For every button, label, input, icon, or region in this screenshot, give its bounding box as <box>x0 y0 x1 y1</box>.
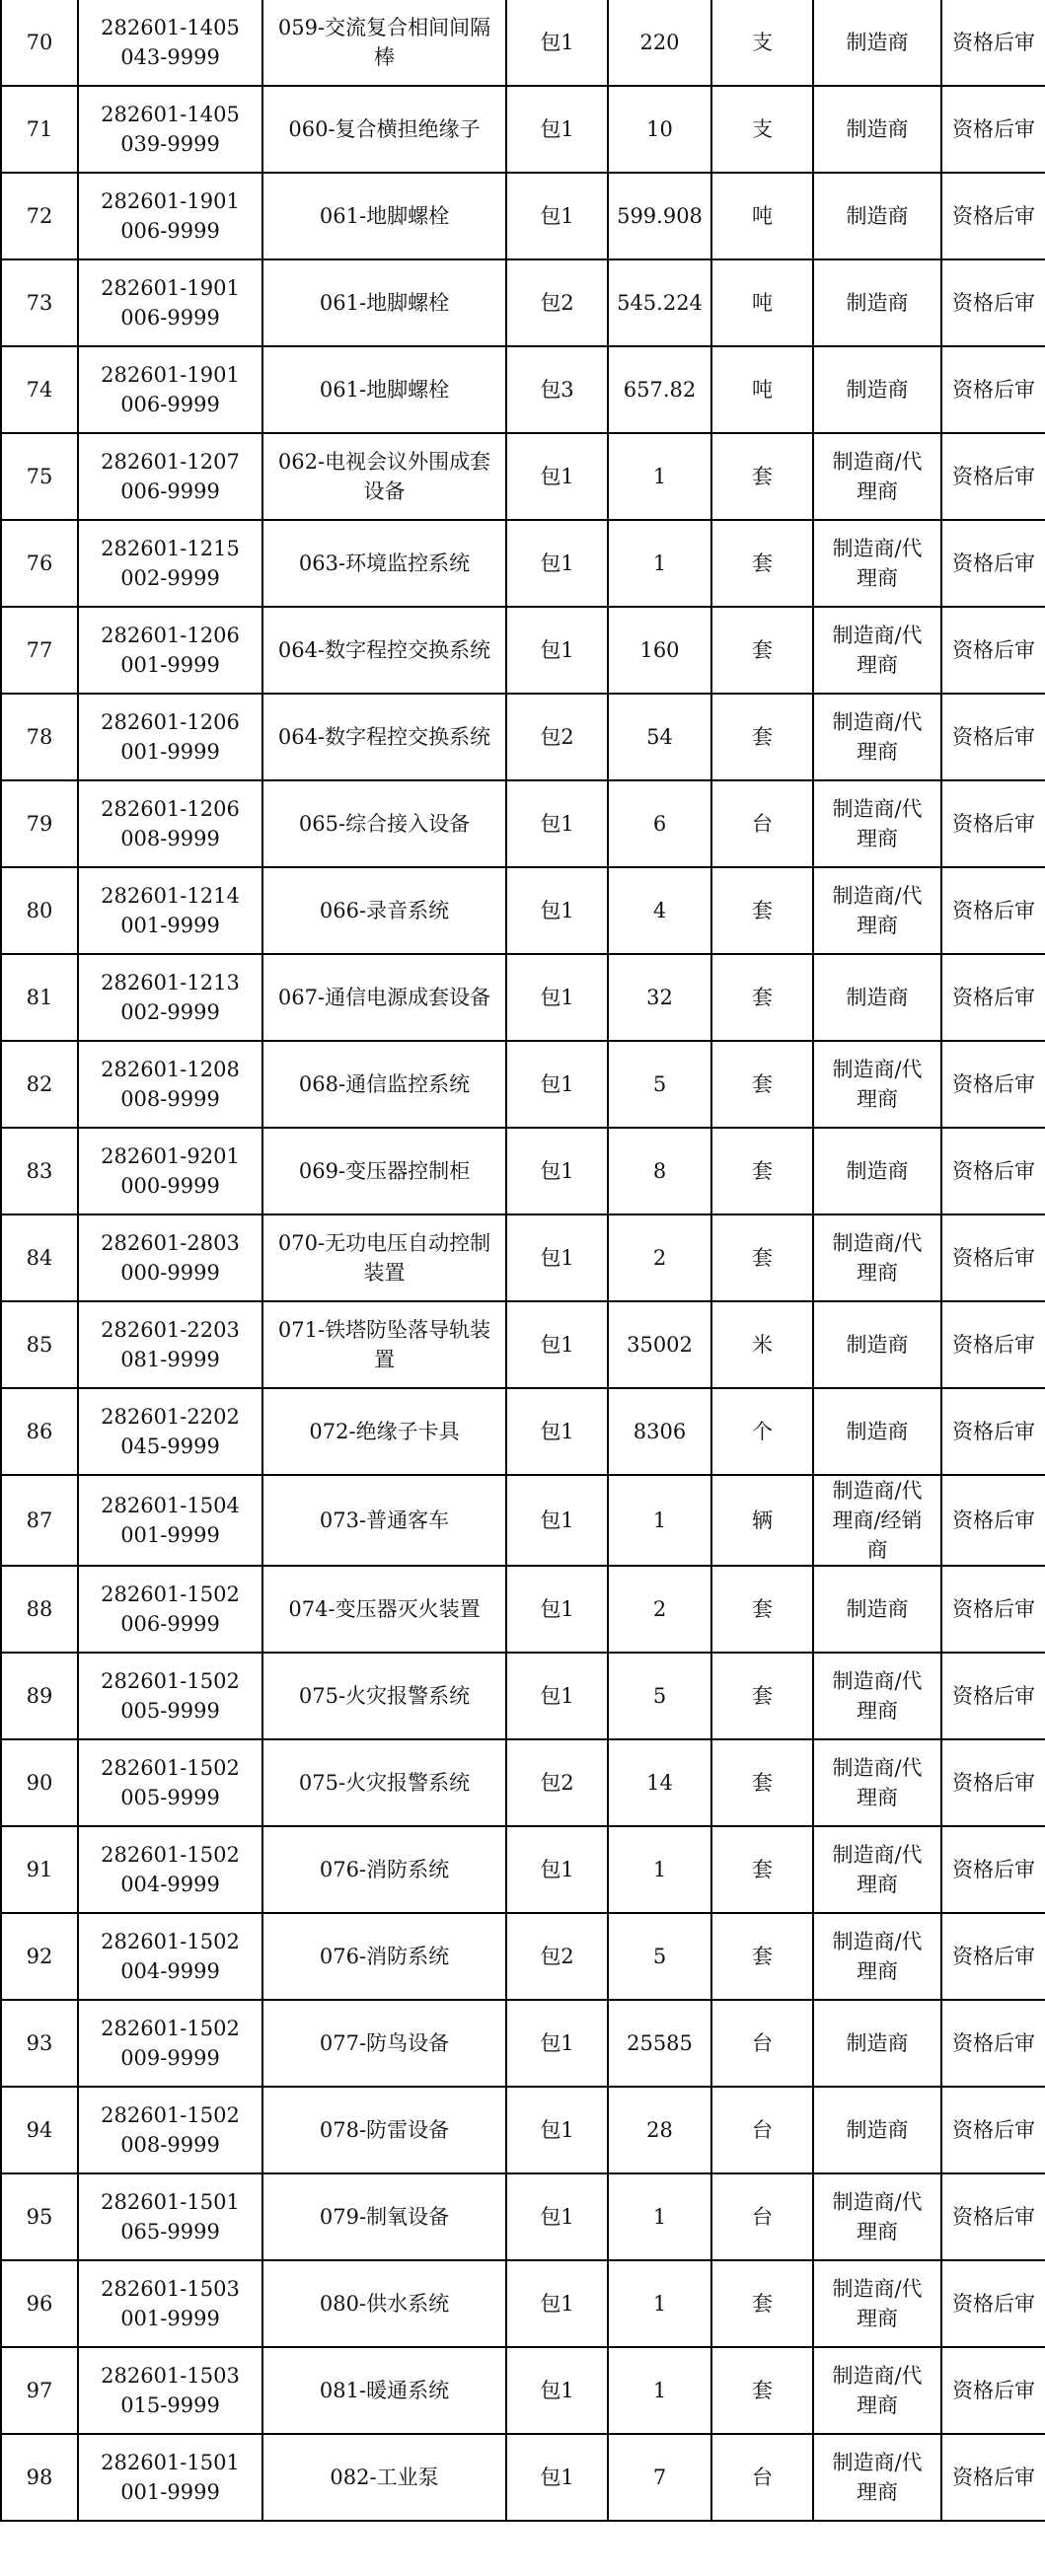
material-name-cell: 075-火灾报警系统 <box>262 1739 506 1826</box>
table-row <box>1 0 1045 86</box>
quantity-cell: 545.224 <box>608 259 711 346</box>
row-number-cell: 78 <box>1 694 78 780</box>
qualification-review-cell: 资格后审 <box>941 1214 1045 1301</box>
material-code-cell: 282601-1502008-9999 <box>78 2087 262 2173</box>
quantity-cell: 1 <box>608 520 711 607</box>
material-name-cell: 075-火灾报警系统 <box>262 1653 506 1739</box>
row-number-cell: 83 <box>1 1128 78 1214</box>
qualification-review-cell: 资格后审 <box>941 780 1045 867</box>
package-cell: 包1 <box>506 86 608 173</box>
package-cell: 包1 <box>506 1388 608 1475</box>
material-name-cell: 078-防雷设备 <box>262 2087 506 2173</box>
material-name-cell: 060-复合横担绝缘子 <box>262 86 506 173</box>
row-number-cell: 82 <box>1 1041 78 1128</box>
table-row <box>1 1041 1045 1128</box>
table-row <box>1 1475 1045 1566</box>
table-body <box>1 0 1045 2521</box>
row-number-cell: 75 <box>1 433 78 520</box>
quantity-cell: 657.82 <box>608 346 711 433</box>
material-name-cell: 074-变压器灭火装置 <box>262 1566 506 1653</box>
package-cell: 包1 <box>506 2000 608 2087</box>
row-number-cell: 91 <box>1 1826 78 1913</box>
bidder-type-cell: 制造商 <box>813 1301 941 1388</box>
qualification-review-cell: 资格后审 <box>941 2347 1045 2434</box>
material-name-cell: 062-电视会议外围成套设备 <box>262 433 506 520</box>
bidder-type-cell: 制造商 <box>813 0 941 86</box>
bidder-type-cell: 制造商 <box>813 2087 941 2173</box>
unit-cell: 套 <box>711 1913 813 2000</box>
qualification-review-cell: 资格后审 <box>941 1826 1045 1913</box>
package-cell: 包1 <box>506 1214 608 1301</box>
quantity-cell: 28 <box>608 2087 711 2173</box>
material-name-cell: 064-数字程控交换系统 <box>262 694 506 780</box>
material-code-cell: 282601-1206001-9999 <box>78 694 262 780</box>
quantity-cell: 54 <box>608 694 711 780</box>
package-cell: 包1 <box>506 1041 608 1128</box>
row-number-cell: 95 <box>1 2173 78 2260</box>
unit-cell: 台 <box>711 2087 813 2173</box>
table-row <box>1 520 1045 607</box>
material-name-cell: 079-制氧设备 <box>262 2173 506 2260</box>
quantity-cell: 7 <box>608 2434 711 2521</box>
unit-cell: 吨 <box>711 346 813 433</box>
table-row <box>1 1826 1045 1913</box>
row-number-cell: 92 <box>1 1913 78 2000</box>
bidder-type-cell: 制造商 <box>813 954 941 1041</box>
qualification-review-cell: 资格后审 <box>941 1913 1045 2000</box>
bidder-type-cell: 制造商/代理商 <box>813 1913 941 2000</box>
material-name-cell: 067-通信电源成套设备 <box>262 954 506 1041</box>
table-row <box>1 2434 1045 2521</box>
package-cell: 包1 <box>506 2087 608 2173</box>
material-code-cell: 282601-1405043-9999 <box>78 0 262 86</box>
bidder-type-cell: 制造商 <box>813 86 941 173</box>
material-code-cell: 282601-1503001-9999 <box>78 2260 262 2347</box>
unit-cell: 套 <box>711 694 813 780</box>
bidder-type-cell: 制造商/代理商 <box>813 2347 941 2434</box>
table-row <box>1 346 1045 433</box>
bidder-type-cell: 制造商/代理商 <box>813 1214 941 1301</box>
unit-cell: 辆 <box>711 1475 813 1566</box>
unit-cell: 套 <box>711 433 813 520</box>
row-number-cell: 94 <box>1 2087 78 2173</box>
row-number-cell: 79 <box>1 780 78 867</box>
quantity-cell: 5 <box>608 1913 711 2000</box>
bidder-type-cell: 制造商/代理商 <box>813 1739 941 1826</box>
package-cell: 包1 <box>506 1475 608 1566</box>
quantity-cell: 5 <box>608 1653 711 1739</box>
table-row <box>1 259 1045 346</box>
package-cell: 包3 <box>506 346 608 433</box>
material-name-cell: 071-铁塔防坠落导轨装置 <box>262 1301 506 1388</box>
quantity-cell: 1 <box>608 1475 711 1566</box>
table-row <box>1 780 1045 867</box>
unit-cell: 个 <box>711 1388 813 1475</box>
material-code-cell: 282601-1502004-9999 <box>78 1826 262 1913</box>
unit-cell: 套 <box>711 1041 813 1128</box>
material-name-cell: 064-数字程控交换系统 <box>262 607 506 694</box>
material-code-cell: 282601-1504001-9999 <box>78 1475 262 1566</box>
package-cell: 包1 <box>506 433 608 520</box>
quantity-cell: 8 <box>608 1128 711 1214</box>
row-number-cell: 80 <box>1 867 78 954</box>
bidder-type-cell: 制造商/代理商 <box>813 694 941 780</box>
qualification-review-cell: 资格后审 <box>941 1388 1045 1475</box>
material-name-cell: 068-通信监控系统 <box>262 1041 506 1128</box>
quantity-cell: 1 <box>608 2347 711 2434</box>
qualification-review-cell: 资格后审 <box>941 0 1045 86</box>
material-code-cell: 282601-2202045-9999 <box>78 1388 262 1475</box>
bidder-type-cell: 制造商/代理商/经销商 <box>813 1475 941 1566</box>
table-row <box>1 2087 1045 2173</box>
unit-cell: 台 <box>711 2434 813 2521</box>
row-number-cell: 89 <box>1 1653 78 1739</box>
package-cell: 包1 <box>506 1128 608 1214</box>
table-row <box>1 694 1045 780</box>
qualification-review-cell: 资格后审 <box>941 1475 1045 1566</box>
unit-cell: 套 <box>711 1128 813 1214</box>
qualification-review-cell: 资格后审 <box>941 1653 1045 1739</box>
material-name-cell: 069-变压器控制柜 <box>262 1128 506 1214</box>
bidder-type-cell: 制造商 <box>813 1566 941 1653</box>
qualification-review-cell: 资格后审 <box>941 86 1045 173</box>
bidder-type-cell: 制造商 <box>813 259 941 346</box>
material-name-cell: 061-地脚螺栓 <box>262 173 506 259</box>
row-number-cell: 98 <box>1 2434 78 2521</box>
package-cell: 包1 <box>506 867 608 954</box>
bidder-type-cell: 制造商/代理商 <box>813 2260 941 2347</box>
unit-cell: 套 <box>711 954 813 1041</box>
material-code-cell: 282601-1501001-9999 <box>78 2434 262 2521</box>
row-number-cell: 90 <box>1 1739 78 1826</box>
package-cell: 包1 <box>506 1301 608 1388</box>
quantity-cell: 5 <box>608 1041 711 1128</box>
material-name-cell: 059-交流复合相间间隔棒 <box>262 0 506 86</box>
bidder-type-cell: 制造商/代理商 <box>813 2173 941 2260</box>
package-cell: 包2 <box>506 694 608 780</box>
material-code-cell: 282601-1502006-9999 <box>78 1566 262 1653</box>
quantity-cell: 1 <box>608 2260 711 2347</box>
table-row <box>1 1653 1045 1739</box>
table-row <box>1 1739 1045 1826</box>
table-row <box>1 867 1045 954</box>
unit-cell: 台 <box>711 2173 813 2260</box>
quantity-cell: 10 <box>608 86 711 173</box>
package-cell: 包1 <box>506 780 608 867</box>
row-number-cell: 97 <box>1 2347 78 2434</box>
qualification-review-cell: 资格后审 <box>941 2173 1045 2260</box>
material-name-cell: 076-消防系统 <box>262 1826 506 1913</box>
material-code-cell: 282601-2803000-9999 <box>78 1214 262 1301</box>
package-cell: 包1 <box>506 2173 608 2260</box>
material-code-cell: 282601-1208008-9999 <box>78 1041 262 1128</box>
qualification-review-cell: 资格后审 <box>941 173 1045 259</box>
bidder-type-cell: 制造商 <box>813 346 941 433</box>
table-row <box>1 2347 1045 2434</box>
quantity-cell: 8306 <box>608 1388 711 1475</box>
package-cell: 包1 <box>506 1826 608 1913</box>
qualification-review-cell: 资格后审 <box>941 2000 1045 2087</box>
bidder-type-cell: 制造商/代理商 <box>813 520 941 607</box>
material-name-cell: 080-供水系统 <box>262 2260 506 2347</box>
quantity-cell: 4 <box>608 867 711 954</box>
qualification-review-cell: 资格后审 <box>941 1301 1045 1388</box>
unit-cell: 套 <box>711 1739 813 1826</box>
qualification-review-cell: 资格后审 <box>941 2087 1045 2173</box>
quantity-cell: 25585 <box>608 2000 711 2087</box>
bidder-type-cell: 制造商/代理商 <box>813 1041 941 1128</box>
unit-cell: 套 <box>711 520 813 607</box>
material-code-cell: 282601-1207006-9999 <box>78 433 262 520</box>
table-row <box>1 607 1045 694</box>
qualification-review-cell: 资格后审 <box>941 1041 1045 1128</box>
table-row <box>1 2173 1045 2260</box>
qualification-review-cell: 资格后审 <box>941 2434 1045 2521</box>
row-number-cell: 76 <box>1 520 78 607</box>
bidder-type-cell: 制造商/代理商 <box>813 1826 941 1913</box>
package-cell: 包2 <box>506 259 608 346</box>
material-name-cell: 061-地脚螺栓 <box>262 259 506 346</box>
unit-cell: 套 <box>711 867 813 954</box>
material-name-cell: 077-防鸟设备 <box>262 2000 506 2087</box>
bidder-type-cell: 制造商/代理商 <box>813 780 941 867</box>
material-code-cell: 282601-1502004-9999 <box>78 1913 262 2000</box>
material-name-cell: 072-绝缘子卡具 <box>262 1388 506 1475</box>
qualification-review-cell: 资格后审 <box>941 520 1045 607</box>
bidder-type-cell: 制造商/代理商 <box>813 607 941 694</box>
unit-cell: 套 <box>711 2260 813 2347</box>
bidder-type-cell: 制造商/代理商 <box>813 1653 941 1739</box>
material-name-cell: 066-录音系统 <box>262 867 506 954</box>
row-number-cell: 73 <box>1 259 78 346</box>
material-code-cell: 282601-2203081-9999 <box>78 1301 262 1388</box>
package-cell: 包1 <box>506 1566 608 1653</box>
material-code-cell: 282601-1501065-9999 <box>78 2173 262 2260</box>
table-row <box>1 86 1045 173</box>
row-number-cell: 71 <box>1 86 78 173</box>
material-code-cell: 282601-1214001-9999 <box>78 867 262 954</box>
bidder-type-cell: 制造商/代理商 <box>813 867 941 954</box>
quantity-cell: 6 <box>608 780 711 867</box>
material-code-cell: 282601-1502005-9999 <box>78 1653 262 1739</box>
bidder-type-cell: 制造商 <box>813 1128 941 1214</box>
qualification-review-cell: 资格后审 <box>941 1739 1045 1826</box>
qualification-review-cell: 资格后审 <box>941 2260 1045 2347</box>
bidder-type-cell: 制造商 <box>813 2000 941 2087</box>
package-cell: 包1 <box>506 2347 608 2434</box>
unit-cell: 套 <box>711 1214 813 1301</box>
table-row <box>1 954 1045 1041</box>
row-number-cell: 88 <box>1 1566 78 1653</box>
material-code-cell: 282601-1901006-9999 <box>78 173 262 259</box>
unit-cell: 套 <box>711 1566 813 1653</box>
table-row <box>1 1128 1045 1214</box>
unit-cell: 台 <box>711 2000 813 2087</box>
quantity-cell: 1 <box>608 1826 711 1913</box>
quantity-cell: 220 <box>608 0 711 86</box>
unit-cell: 套 <box>711 2347 813 2434</box>
bidder-type-cell: 制造商 <box>813 1388 941 1475</box>
table-row <box>1 1388 1045 1475</box>
material-name-cell: 070-无功电压自动控制装置 <box>262 1214 506 1301</box>
qualification-review-cell: 资格后审 <box>941 1566 1045 1653</box>
quantity-cell: 35002 <box>608 1301 711 1388</box>
qualification-review-cell: 资格后审 <box>941 259 1045 346</box>
package-cell: 包1 <box>506 954 608 1041</box>
material-name-cell: 082-工业泵 <box>262 2434 506 2521</box>
bidder-type-cell: 制造商/代理商 <box>813 2434 941 2521</box>
quantity-cell: 160 <box>608 607 711 694</box>
row-number-cell: 96 <box>1 2260 78 2347</box>
table-row <box>1 2000 1045 2087</box>
material-name-cell: 063-环境监控系统 <box>262 520 506 607</box>
material-code-cell: 282601-1901006-9999 <box>78 346 262 433</box>
package-cell: 包1 <box>506 173 608 259</box>
quantity-cell: 32 <box>608 954 711 1041</box>
row-number-cell: 86 <box>1 1388 78 1475</box>
unit-cell: 台 <box>711 780 813 867</box>
qualification-review-cell: 资格后审 <box>941 954 1045 1041</box>
row-number-cell: 70 <box>1 0 78 86</box>
bidder-type-cell: 制造商 <box>813 173 941 259</box>
row-number-cell: 84 <box>1 1214 78 1301</box>
quantity-cell: 2 <box>608 1214 711 1301</box>
package-cell: 包1 <box>506 1653 608 1739</box>
material-code-cell: 282601-1215002-9999 <box>78 520 262 607</box>
material-code-cell: 282601-9201000-9999 <box>78 1128 262 1214</box>
package-cell: 包1 <box>506 0 608 86</box>
row-number-cell: 72 <box>1 173 78 259</box>
material-name-cell: 061-地脚螺栓 <box>262 346 506 433</box>
package-cell: 包2 <box>506 1739 608 1826</box>
package-cell: 包1 <box>506 520 608 607</box>
package-cell: 包1 <box>506 607 608 694</box>
package-cell: 包1 <box>506 2260 608 2347</box>
material-code-cell: 282601-1901006-9999 <box>78 259 262 346</box>
table-row <box>1 1566 1045 1653</box>
unit-cell: 套 <box>711 1653 813 1739</box>
material-code-cell: 282601-1503015-9999 <box>78 2347 262 2434</box>
material-code-cell: 282601-1405039-9999 <box>78 86 262 173</box>
row-number-cell: 85 <box>1 1301 78 1388</box>
qualification-review-cell: 资格后审 <box>941 694 1045 780</box>
quantity-cell: 14 <box>608 1739 711 1826</box>
qualification-review-cell: 资格后审 <box>941 433 1045 520</box>
unit-cell: 米 <box>711 1301 813 1388</box>
quantity-cell: 1 <box>608 2173 711 2260</box>
material-code-cell: 282601-1206008-9999 <box>78 780 262 867</box>
table-row <box>1 1214 1045 1301</box>
row-number-cell: 77 <box>1 607 78 694</box>
material-name-cell: 081-暖通系统 <box>262 2347 506 2434</box>
row-number-cell: 87 <box>1 1475 78 1566</box>
row-number-cell: 81 <box>1 954 78 1041</box>
unit-cell: 套 <box>711 607 813 694</box>
material-name-cell: 065-综合接入设备 <box>262 780 506 867</box>
qualification-review-cell: 资格后审 <box>941 346 1045 433</box>
unit-cell: 吨 <box>711 173 813 259</box>
table-row <box>1 1913 1045 2000</box>
qualification-review-cell: 资格后审 <box>941 867 1045 954</box>
qualification-review-cell: 资格后审 <box>941 607 1045 694</box>
table-row <box>1 1301 1045 1388</box>
material-code-cell: 282601-1502009-9999 <box>78 2000 262 2087</box>
material-name-cell: 073-普通客车 <box>262 1475 506 1566</box>
quantity-cell: 1 <box>608 433 711 520</box>
unit-cell: 套 <box>711 1826 813 1913</box>
material-code-cell: 282601-1206001-9999 <box>78 607 262 694</box>
unit-cell: 支 <box>711 0 813 86</box>
quantity-cell: 2 <box>608 1566 711 1653</box>
table-row <box>1 433 1045 520</box>
quantity-cell: 599.908 <box>608 173 711 259</box>
package-cell: 包2 <box>506 1913 608 2000</box>
row-number-cell: 74 <box>1 346 78 433</box>
table-row <box>1 2260 1045 2347</box>
material-code-cell: 282601-1502005-9999 <box>78 1739 262 1826</box>
table-row <box>1 173 1045 259</box>
qualification-review-cell: 资格后审 <box>941 1128 1045 1214</box>
material-name-cell: 076-消防系统 <box>262 1913 506 2000</box>
row-number-cell: 93 <box>1 2000 78 2087</box>
bidder-type-cell: 制造商/代理商 <box>813 433 941 520</box>
package-cell: 包1 <box>506 2434 608 2521</box>
unit-cell: 支 <box>711 86 813 173</box>
unit-cell: 吨 <box>711 259 813 346</box>
material-code-cell: 282601-1213002-9999 <box>78 954 262 1041</box>
